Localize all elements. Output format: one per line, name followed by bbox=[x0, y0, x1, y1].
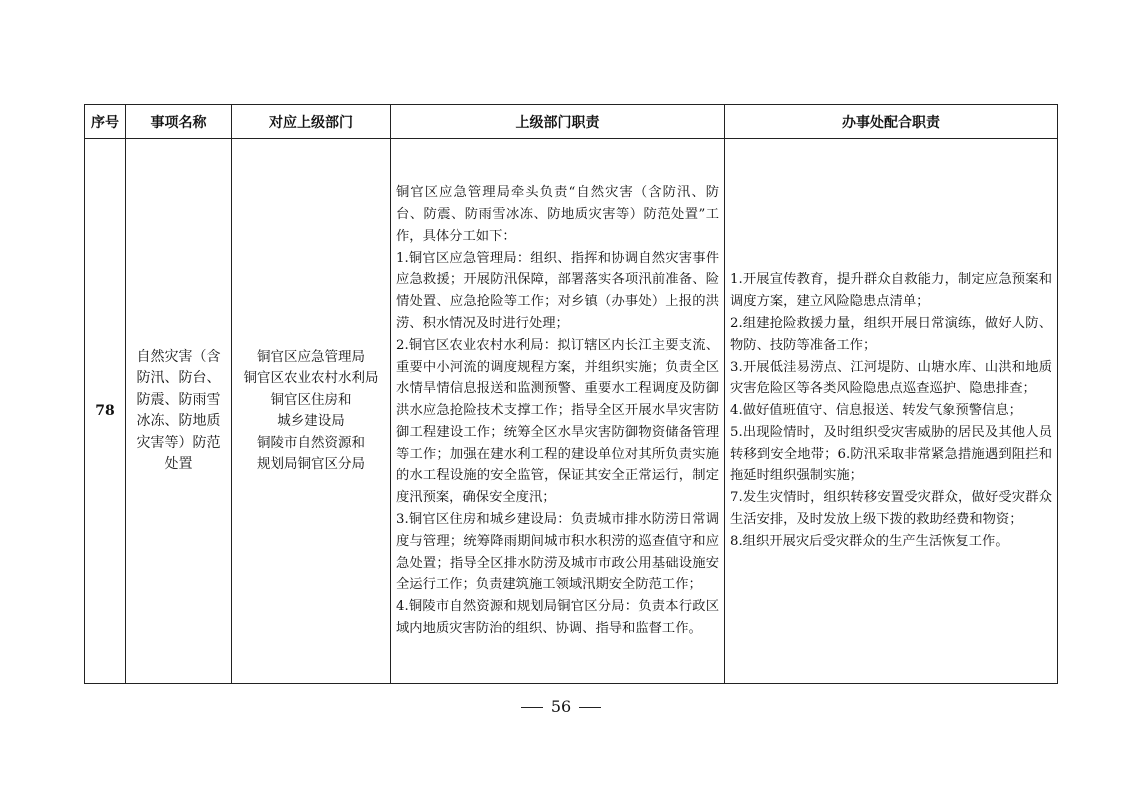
duty-table bbox=[84, 104, 1058, 684]
coop-paragraph: 4.做好值班值守、信息报送、转发气象预警信息； bbox=[730, 403, 1022, 419]
coop-paragraph: 8.组织开展灾后受灾群众的生产生活恢复工作。 bbox=[730, 533, 1009, 549]
header-duty: 上级部门职责 bbox=[391, 105, 725, 139]
duty-paragraph: 1.铜官区应急管理局：组织、指挥和协调自然灾害事件应急救援；开展防汛保障，部署落实各项汛前准备、险情处置、应急抢险等工作；对乡镇（办事处）上报的洪涝、积水情况及时进行处理； bbox=[396, 250, 719, 331]
duty-paragraph: 4.铜陵市自然资源和规划局铜官区分局：负责本行政区域内地质灾害防治的组织、协调、指导和监督工作。 bbox=[396, 599, 719, 637]
dash-right bbox=[579, 707, 601, 708]
header-dept: 对应上级部门 bbox=[232, 105, 391, 139]
coop-paragraph: 3.开展低洼易涝点、江河堤防、山塘水库、山洪和地质灾害危险区等各类风险隐患点巡查巡护、隐患排查； bbox=[730, 359, 1052, 397]
row-duty bbox=[391, 139, 725, 684]
dept-line: 铜陵市自然资源和 bbox=[257, 434, 365, 451]
item-name-line: 防震、防雨雪 bbox=[136, 391, 221, 408]
duty-paragraph: 3.铜官区住房和城乡建设局：负责城市排水防涝日常调度与管理；统筹降雨期间城市积水积涝的巡查值守和应急处置；指导全区排水防涝及城市市政公用基础设施安全运行工作；负责建筑施工领域汛期安全防范工作； bbox=[396, 512, 719, 593]
coop-paragraph: 1.开展宣传教育，提升群众自救能力，制定应急预案和调度方案，建立风险隐患点清单； bbox=[730, 272, 1052, 310]
table-row bbox=[85, 139, 1058, 684]
row-item-name bbox=[126, 139, 232, 684]
duty-paragraph: 铜官区应急管理局牵头负责“自然灾害（含防汛、防台、防震、防雨雪冰冻、防地质灾害等）防范处置”工作，具体分工如下： bbox=[396, 185, 719, 244]
row-seq: 78 bbox=[85, 139, 126, 684]
dept-line: 铜官区住房和 bbox=[270, 391, 352, 408]
item-name-line: 冰冻、防地质 bbox=[136, 413, 221, 429]
coop-paragraph: 2.组建抢险救援力量，组织开展日常演练，做好人防、物防、技防等准备工作； bbox=[730, 315, 1052, 353]
coop-paragraph: 5.出现险情时，及时组织受灾害威胁的居民及其他人员转移到安全地带；6.防汛采取非常紧急措施遇到阻拦和拖延时组织强制实施； bbox=[730, 424, 1052, 484]
header-row bbox=[85, 105, 1058, 139]
dept-line: 城乡建设局 bbox=[277, 413, 345, 429]
header-name: 事项名称 bbox=[126, 105, 232, 139]
header-coop: 办事处配合职责 bbox=[725, 105, 1058, 139]
page-number: 56 bbox=[550, 697, 572, 716]
header-seq: 序号 bbox=[85, 105, 126, 139]
item-name-line: 处置 bbox=[164, 456, 193, 472]
row-dept bbox=[232, 139, 391, 684]
dept-line: 铜官区农业农村水利局 bbox=[243, 370, 379, 386]
dept-line: 规划局铜官区分局 bbox=[257, 456, 365, 472]
row-coop bbox=[725, 139, 1058, 684]
item-name-line: 灾害等）防范 bbox=[136, 434, 221, 451]
item-name-line: 防汛、防台、 bbox=[136, 370, 221, 386]
dash-left bbox=[521, 707, 543, 708]
duty-paragraph: 2.铜官区农业农村水利局：拟订辖区内长江主要支流、重要中小河流的调度规程方案，并组织实施；负责全区水情旱情信息报送和监测预警、重要水工程调度及防御洪水应急抢险技术支撑工作；指导全区开展水旱灾害防御工程建设工作；统筹全区水旱灾害防御物资储备管理等工作；加强在建水利工程的建设单位对其所负责实施的水工程设施的安全监管，保证其安全正常运行，制定度汛预案，确保安全度汛； bbox=[396, 337, 719, 506]
item-name-line: 自然灾害（含 bbox=[136, 348, 221, 365]
coop-paragraph: 7.发生灾情时，组织转移安置受灾群众，做好受灾群众生活安排，及时发放上级下拨的救助经费和物资； bbox=[730, 490, 1052, 528]
dept-line: 铜官区应急管理局 bbox=[257, 348, 365, 365]
page-footer bbox=[0, 697, 1122, 716]
